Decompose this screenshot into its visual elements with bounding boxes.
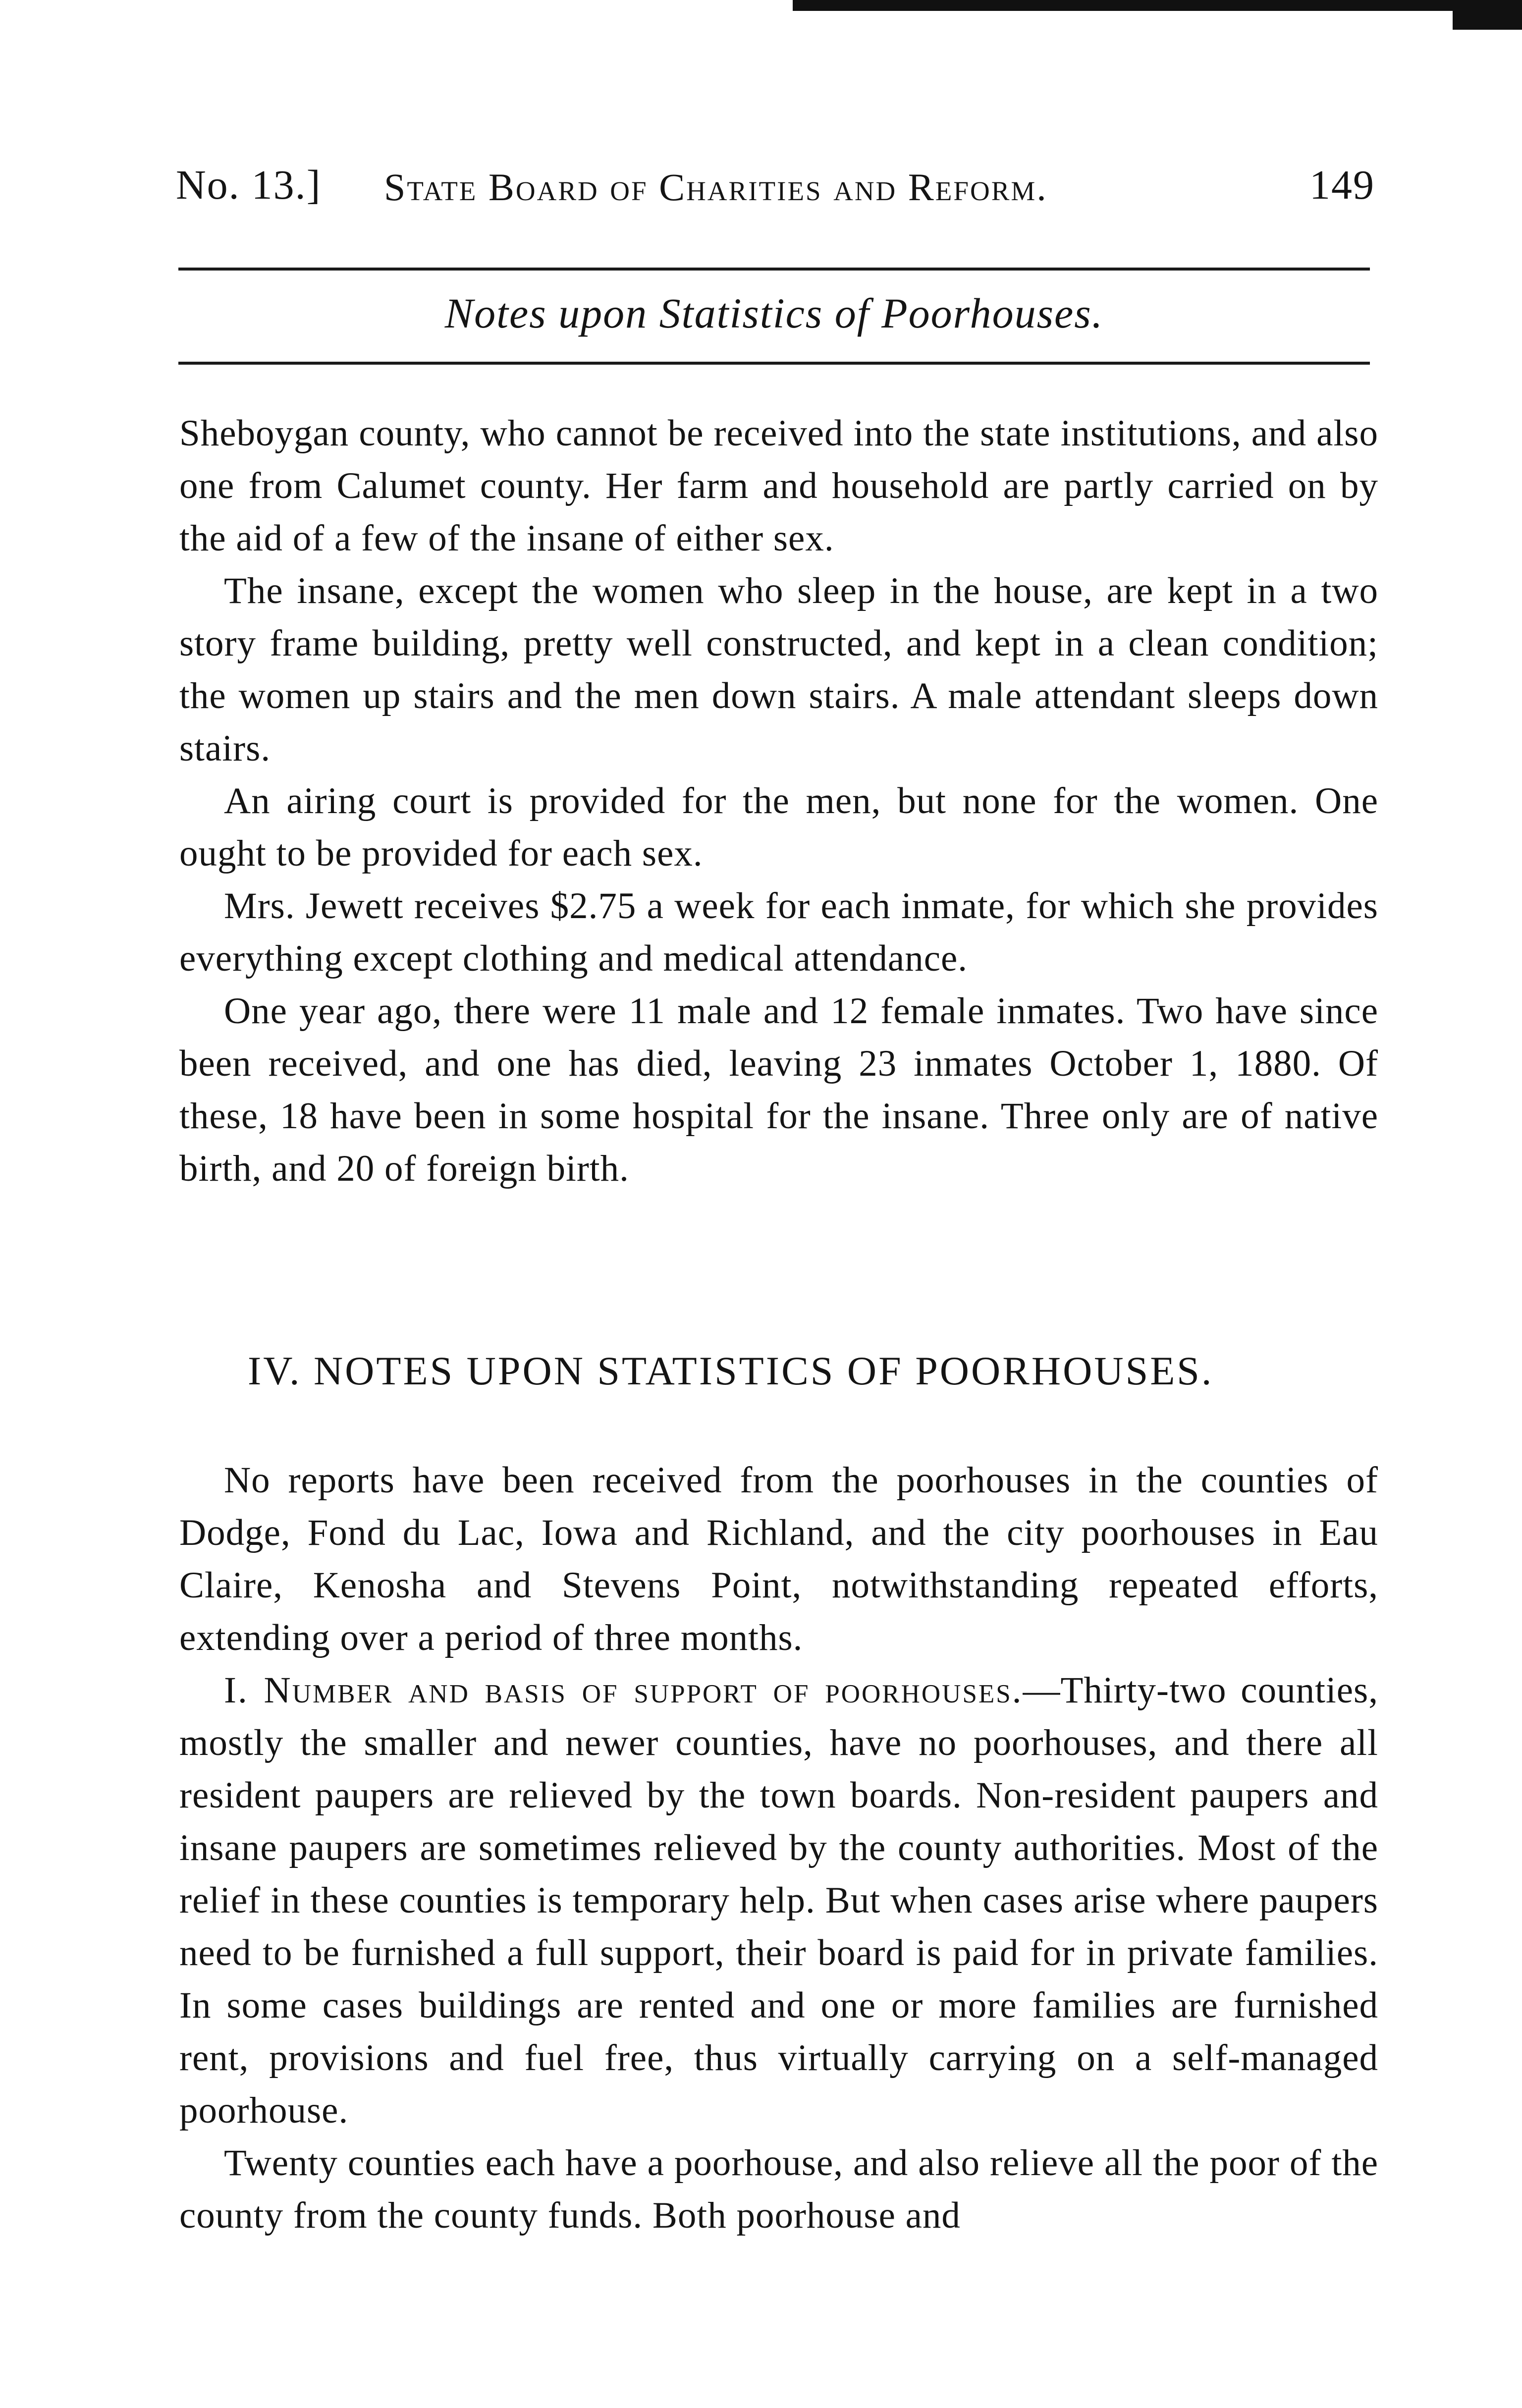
section-title: IV. NOTES UPON STATISTICS OF POORHOUSES. — [248, 1348, 1214, 1393]
section-subheading: Notes upon Statistics of Poorhouses. — [444, 289, 1104, 337]
paragraph-intro: No reports have been received from the poorhouses in the counties of Dodge, Fond du Lac, Iowa and Richland, and the city poorhouses in Eau Claire, Kenosha and Stevens Point, notwithstanding repeated efforts, extending over a period of three months. — [179, 1460, 1378, 1658]
body-text-upper — [179, 407, 1378, 1195]
page-number: 149 — [1309, 162, 1375, 208]
paragraph: Mrs. Jewett receives $2.75 a week for each inmate, for which she provides everything except clothing and medical attendance. — [179, 885, 1378, 979]
paragraph-continuation: Sheboygan county, who cannot be received into the state institutions, and also one from Calumet county. Her farm and household are partly carried on by the aid of a few of the insane of either sex. — [179, 413, 1378, 559]
body-text-lower — [179, 1454, 1378, 2242]
paragraph-final: Twenty counties each have a poorhouse, and also relieve all the poor of the county from the county funds. Both poorhouse and — [179, 2142, 1378, 2236]
running-header — [176, 161, 1375, 216]
issue-number: No. 13.] — [176, 162, 322, 208]
item-lead: I. Number and basis of support of poorhouses. — [224, 1670, 1023, 1711]
page-edge-shadow — [793, 0, 1522, 11]
paragraph: An airing court is provided for the men, but none for the women. One ought to be provided for each sex. — [179, 780, 1378, 874]
paragraph: The insane, except the women who sleep in the house, are kept in a two story frame building, pretty well constructed, and kept in a clean condition; the women up stairs and the men down stairs. A male attendant sleeps down stairs. — [179, 570, 1378, 769]
item-body: —Thirty-two counties, mostly the smaller and newer counties, have no poorhouses, and there all resident paupers are relieved by the town boards. Non-resident paupers and insane paupers are sometimes relieved by the county authorities. Most of the relief in these counties is temporary help. But when cases arise where paupers need to be furnished a full support, their board is paid for in private families. In some cases buildings are rented and one or more families are furnished rent, provisions and fuel free, thus virtually carrying on a self-managed poorhouse. — [179, 1670, 1378, 2131]
paragraph-item-1 — [179, 1664, 1378, 2137]
running-title: State Board of Charities and Reform. — [384, 165, 1048, 209]
header-rule-bottom — [178, 362, 1370, 365]
paragraph: One year ago, there were 11 male and 12 female inmates. Two have since been received, and one has died, leaving 23 inmates October 1, 1880. Of these, 18 have been in some hospital for the insane. Three only are of native birth, and 20 of foreign birth. — [179, 990, 1378, 1189]
header-rule-top — [178, 268, 1370, 271]
page-corner-shadow — [1453, 0, 1522, 30]
